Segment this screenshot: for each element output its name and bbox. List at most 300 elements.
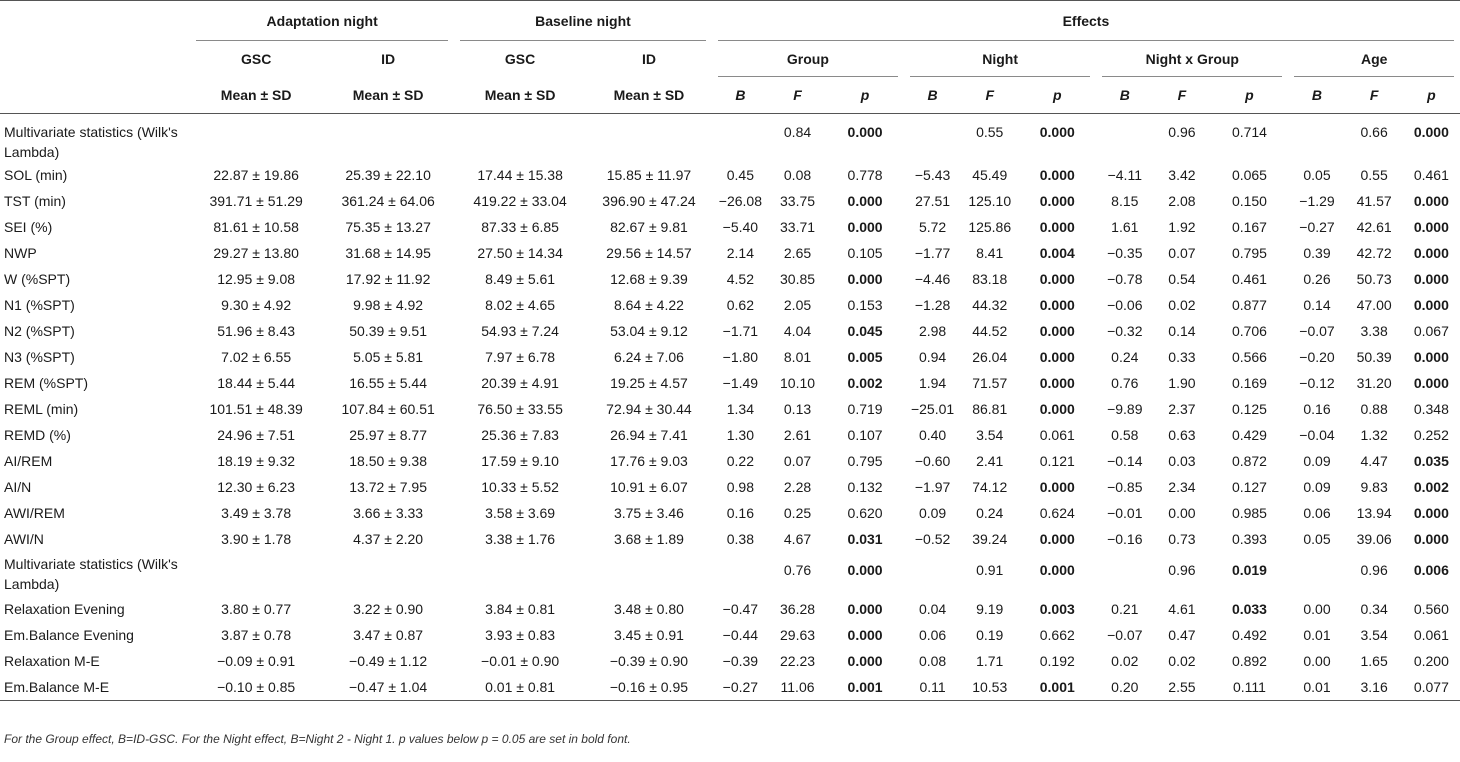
row-label: Multivariate statistics (Wilk's Lambda) [4,124,178,160]
table-cell: 0.06 [918,627,947,643]
table-cell: 0.111 [1232,678,1266,695]
table-cell: 0.000 [1039,562,1075,578]
table-cell: 8.41 [976,245,1004,261]
table-row [0,114,1460,163]
table-cell: 75.35 ± 13.27 [345,219,431,235]
table-row [0,622,1460,648]
table-cell: 0.778 [847,167,883,183]
table-cell: 0.067 [1413,323,1449,339]
table-cell: 0.192 [1039,653,1075,669]
mean-sd-header: Mean ± SD [352,87,424,103]
table-cell: 19.25 ± 4.57 [610,375,688,391]
table-cell: 0.348 [1413,401,1449,417]
table-cell [454,552,586,596]
table-cell: 1.61 [1111,219,1139,235]
table-cell: 125.10 [968,193,1012,209]
table-cell: 81.61 ± 10.58 [213,219,299,235]
table-cell: 18.19 ± 9.32 [217,453,296,469]
table-cell: 0.560 [1413,601,1449,617]
table-cell: 0.000 [1039,323,1075,339]
table-cell: 0.121 [1039,453,1075,469]
table-cell: 0.719 [847,401,883,417]
table-footnote: For the Group effect, B=ID-GSC. For the Night effect, B=Night 2 - Night 1. p values below p = 0.05 are set in bold font. [4,732,631,746]
table-cell: −0.39 ± 0.90 [609,653,689,669]
table-cell: 2.98 [918,323,947,339]
table-cell: 3.68 ± 1.89 [613,531,684,547]
row-label: Relaxation M-E [4,653,100,669]
table-cell: 0.58 [1111,427,1139,443]
table-cell: 0.000 [1039,401,1075,417]
table-cell: 29.27 ± 13.80 [213,245,299,261]
table-cell: 22.87 ± 19.86 [213,167,299,183]
table-cell: 0.01 ± 0.81 [485,678,556,695]
table-cell: 0.03 [1168,453,1196,469]
table-cell: −0.09 ± 0.91 [217,653,296,669]
table-cell: 45.49 [972,167,1008,183]
table-cell: 0.66 [1360,124,1388,140]
table-row [0,344,1460,370]
f-header: F [1177,87,1187,103]
table-cell: 18.50 ± 9.38 [349,453,427,469]
table-cell: 0.200 [1413,653,1449,669]
table-cell: 107.84 ± 60.51 [341,401,435,417]
table-cell: −4.46 [914,271,951,287]
b-header: B [1311,87,1323,103]
table-cell: 0.000 [847,601,883,617]
table-cell: 0.76 [1111,375,1139,391]
p-header: p [1427,87,1436,103]
table-cell: 24.96 ± 7.51 [217,427,296,443]
table-cell [586,552,712,596]
table-cell: 4.52 [726,271,754,287]
table-cell: 2.61 [783,427,812,443]
table-cell: 125.86 [968,219,1012,235]
table-cell [1096,114,1153,163]
table-cell: 0.461 [1231,271,1267,287]
table-cell: 50.39 ± 9.51 [349,323,427,339]
table-cell: 0.001 [1039,678,1075,695]
table-cell: 0.000 [847,124,883,140]
table-cell: 20.39 ± 4.91 [481,375,559,391]
p-header: p [860,87,870,103]
table-cell: −0.14 [1107,453,1143,469]
table-cell: 0.05 [1303,531,1331,547]
table-cell: 41.57 [1356,193,1392,209]
table-row [0,370,1460,396]
table-cell: 0.127 [1231,479,1267,495]
table-cell: 0.01 [1303,627,1331,643]
table-cell: 0.150 [1231,193,1267,209]
table-cell: 396.90 ± 47.24 [602,193,696,209]
table-cell: 8.15 [1111,193,1139,209]
table-cell: 0.985 [1231,505,1267,521]
table-cell: 0.00 [1168,505,1196,521]
table-cell [904,114,961,163]
table-row [0,318,1460,344]
table-cell: 0.002 [1413,479,1449,495]
table-row [0,674,1460,700]
table-cell: 0.000 [1413,349,1449,365]
row-label: REMD (%) [4,427,71,443]
adaptation-night-header: Adaptation night [190,1,454,42]
table-row [0,188,1460,214]
table-cell: 0.000 [1413,375,1449,391]
table-cell: 0.14 [1168,323,1196,339]
table-cell: 0.000 [1413,219,1449,235]
table-cell: −0.35 [1107,245,1143,261]
table-cell: −1.97 [914,479,951,495]
row-label: REML (min) [4,401,79,417]
b-header: B [735,87,746,103]
b-header: B [927,87,938,103]
table-cell: −1.49 [722,375,759,391]
table-cell: 3.66 ± 3.33 [353,505,424,521]
table-cell: 2.34 [1168,479,1196,495]
table-cell: −0.06 [1107,297,1143,313]
table-cell: 0.02 [1111,653,1139,669]
baseline-night-header: Baseline night [454,1,712,42]
table-cell [1288,114,1345,163]
table-cell: −0.27 [1299,219,1335,235]
baseline-gsc-header: GSC [504,51,536,67]
table-cell: 0.001 [847,678,883,695]
table-cell: 10.53 [972,678,1008,695]
table-cell [190,114,322,163]
table-cell: 0.000 [847,653,883,669]
table-row [0,448,1460,474]
table-cell: 9.19 [976,601,1004,617]
table-cell: 12.95 ± 9.08 [217,271,296,287]
table-cell: 3.48 ± 0.80 [613,601,684,617]
table-cell: 2.28 [783,479,812,495]
night-x-group-effect-header: Night x Group [1096,41,1288,77]
table-cell: 0.252 [1413,427,1449,443]
row-label: AI/N [4,479,32,495]
table-cell: 0.035 [1413,453,1449,469]
table-cell: 5.05 ± 5.81 [353,349,424,365]
table-cell: 42.72 [1356,245,1392,261]
table-cell: 0.13 [783,401,812,417]
table-row [0,214,1460,240]
table-cell: 33.71 [780,219,816,235]
table-cell: 25.36 ± 7.83 [481,427,559,443]
table-cell: 0.07 [1168,245,1196,261]
table-cell: 391.71 ± 51.29 [209,193,303,209]
table-cell: 0.000 [1039,375,1075,391]
table-cell: 0.38 [726,531,754,547]
table-cell: 0.25 [783,505,812,521]
table-cell: 0.55 [1360,167,1388,183]
table-cell: 0.40 [918,427,947,443]
table-cell: 27.50 ± 14.34 [477,245,563,261]
table-cell: 3.42 [1168,167,1196,183]
header-row-1 [0,1,1460,42]
table-cell: 29.56 ± 14.57 [606,245,692,261]
f-header: F [793,87,802,103]
table-cell: −0.49 ± 1.12 [349,653,428,669]
table-cell: 3.90 ± 1.78 [221,531,292,547]
row-label: N2 (%SPT) [4,323,75,339]
table-cell: −1.28 [914,297,951,313]
table-cell: 0.14 [1303,297,1331,313]
table-cell: 0.714 [1231,124,1267,140]
table-cell: 3.45 ± 0.91 [613,627,684,643]
table-cell: 71.57 [972,375,1008,391]
table-cell: 1.30 [726,427,754,443]
table-row [0,474,1460,500]
table-cell: 83.18 [972,271,1008,287]
table-cell: 51.96 ± 8.43 [217,323,296,339]
table-cell: 11.06 [780,678,815,695]
table-cell: 25.39 ± 22.10 [345,167,431,183]
table-cell: 2.08 [1168,193,1196,209]
table-cell: 0.061 [1413,627,1449,643]
table-cell: 12.30 ± 6.23 [217,479,296,495]
table-cell: −0.01 [1107,505,1143,521]
table-cell: −0.01 ± 0.90 [481,653,560,669]
table-cell: −1.77 [914,245,951,261]
table-cell: 0.167 [1231,219,1267,235]
table-cell: 3.58 ± 3.69 [485,505,556,521]
table-cell: 0.031 [847,531,883,547]
table-cell: 0.20 [1111,678,1139,695]
table-cell [586,114,712,163]
table-cell: 0.000 [1413,505,1449,521]
table-cell: 0.000 [1413,297,1449,313]
adaptation-gsc-header: GSC [240,51,272,67]
mean-sd-header: Mean ± SD [613,87,685,103]
table-cell: −0.10 ± 0.85 [217,678,296,695]
table-cell: 9.98 ± 4.92 [353,297,424,313]
table-cell: 361.24 ± 64.06 [341,193,435,209]
night-effect-header: Night [904,41,1096,77]
mean-sd-header: Mean ± SD [484,87,556,103]
table-cell: 0.09 [1303,479,1331,495]
table-cell: 0.033 [1231,601,1267,617]
table-cell: −0.44 [722,627,759,643]
table-cell: 0.000 [1039,271,1075,287]
table-cell: 0.005 [847,349,883,365]
table-cell: 0.76 [783,562,812,578]
table-cell: 0.05 [1303,167,1331,183]
table-cell: 74.12 [972,479,1008,495]
table-cell: 0.45 [726,167,754,183]
table-cell: 53.04 ± 9.12 [610,323,688,339]
table-cell: 0.000 [1039,193,1075,209]
table-cell: 0.55 [976,124,1004,140]
table-cell: 27.51 [915,193,951,209]
table-cell: 1.65 [1360,653,1388,669]
table-cell: 50.73 [1356,271,1392,287]
table-cell: 0.000 [847,193,883,209]
row-label: Relaxation Evening [4,601,125,617]
table-cell: 2.41 [976,453,1004,469]
table-cell: 0.019 [1231,562,1267,578]
table-cell: 0.795 [847,453,883,469]
table-cell: 0.045 [847,323,883,339]
table-cell: 10.10 [780,375,816,391]
table-cell: −0.39 [722,653,759,669]
table-cell [322,114,454,163]
table-cell [1288,552,1345,596]
table-cell: 0.06 [1303,505,1331,521]
row-label: AI/REM [4,453,53,469]
p-header: p [1245,87,1254,103]
table-cell: 0.00 [1303,653,1331,669]
table-row [0,292,1460,318]
table-cell: −0.52 [914,531,951,547]
table-cell: 44.32 [972,297,1008,313]
table-cell: 0.877 [1231,297,1267,313]
table-cell: 4.61 [1168,601,1196,617]
table-cell: 1.90 [1168,375,1196,391]
table-cell: 2.14 [726,245,754,261]
table-cell: 4.04 [783,323,812,339]
table-cell: 0.62 [726,297,754,313]
table-cell: −5.43 [914,167,951,183]
table-cell: 7.97 ± 6.78 [485,349,556,365]
table-cell: 2.55 [1168,678,1196,695]
table-cell: 0.892 [1231,653,1267,669]
table-cell: 0.08 [918,653,947,669]
table-cell: 0.000 [1039,531,1075,547]
table-cell: 0.39 [1303,245,1331,261]
table-cell: −26.08 [718,193,762,209]
table-cell: 3.87 ± 0.78 [221,627,292,643]
table-cell: 30.85 [780,271,816,287]
table-cell: −4.11 [1107,167,1142,183]
table-cell: 0.01 [1303,678,1331,695]
table-row [0,266,1460,292]
table-cell: 0.492 [1231,627,1267,643]
adaptation-id-header: ID [381,51,396,67]
table-cell: 3.49 ± 3.78 [221,505,292,521]
group-effect-header: Group [712,41,904,77]
table-cell: 3.38 [1360,323,1388,339]
table-cell: 0.169 [1231,375,1267,391]
table-cell: −1.80 [722,349,759,365]
row-label: N1 (%SPT) [4,297,75,313]
table-cell [190,552,322,596]
header-row-2 [0,41,1460,77]
row-label: SEI (%) [4,219,53,235]
table-cell: 0.000 [847,562,883,578]
table-cell: 0.07 [783,453,812,469]
table-cell: 1.34 [726,401,754,417]
table-cell: 0.16 [1303,401,1331,417]
table-cell: 16.55 ± 5.44 [349,375,427,391]
table-cell: 3.47 ± 0.87 [353,627,424,643]
table-cell: 0.000 [1039,479,1075,495]
table-cell: −0.85 [1107,479,1143,495]
table-cell: 72.94 ± 30.44 [606,401,692,417]
table-cell: 0.00 [1303,601,1331,617]
table-cell: 0.393 [1231,531,1267,547]
table-cell: −0.27 [722,678,759,695]
table-cell: 0.24 [976,505,1004,521]
row-label: REM (%SPT) [4,375,88,391]
table-cell: −0.04 [1299,427,1335,443]
table-cell: 2.05 [783,297,812,313]
table-cell: 29.63 [780,627,816,643]
table-cell: 0.02 [1168,653,1196,669]
table-cell [712,114,769,163]
table-cell: −0.78 [1107,271,1143,287]
f-header: F [985,87,994,103]
table-cell: 36.28 [780,601,816,617]
table-cell: 1.94 [918,375,947,391]
table-cell: 0.132 [847,479,883,495]
table-row [0,552,1460,596]
row-label: Em.Balance M-E [4,678,110,695]
row-label: TST (min) [4,193,66,209]
table-cell: 0.02 [1168,297,1196,313]
table-cell: 0.872 [1231,453,1267,469]
table-cell: 0.24 [1111,349,1139,365]
table-cell: −0.12 [1299,375,1335,391]
row-label: AWI/N [4,531,44,547]
table-cell: 17.44 ± 15.38 [477,167,563,183]
table-cell [904,552,961,596]
table-cell: 0.96 [1168,562,1196,578]
table-cell: 22.23 [780,653,816,669]
table-cell: 0.63 [1168,427,1196,443]
table-cell: 0.429 [1231,427,1267,443]
table-row [0,500,1460,526]
table-cell: 101.51 ± 48.39 [209,401,303,417]
table-cell: 0.000 [1039,349,1075,365]
table-cell: −0.60 [914,453,951,469]
table-cell: 1.32 [1360,427,1388,443]
table-cell: 0.061 [1039,427,1075,443]
table-cell: 0.662 [1039,627,1075,643]
table-cell: 0.795 [1231,245,1267,261]
table-cell: −0.47 ± 1.04 [349,678,428,695]
table-cell: 0.706 [1231,323,1267,339]
table-cell [454,114,586,163]
table-cell: 31.68 ± 14.95 [345,245,431,261]
table-cell: 0.000 [1413,531,1449,547]
table-cell: 0.94 [918,349,947,365]
table-cell: 0.11 [919,678,946,695]
table-cell: −0.16 [1107,531,1143,547]
table-cell: 0.000 [1039,297,1075,313]
table-cell: 86.81 [972,401,1008,417]
table-cell: 0.000 [1039,219,1075,235]
table-row [0,648,1460,674]
table-cell: 0.04 [918,601,947,617]
table-cell: 8.02 ± 4.65 [485,297,556,313]
table-cell: 0.33 [1168,349,1196,365]
table-cell: 0.000 [1413,271,1449,287]
table-cell: 0.620 [847,505,883,521]
table-cell: 0.96 [1168,124,1196,140]
age-effect-header: Age [1288,41,1460,77]
table-cell: 0.153 [847,297,883,313]
mean-sd-header: Mean ± SD [220,87,292,103]
table-cell: 9.30 ± 4.92 [221,297,292,313]
table-body [0,114,1460,701]
baseline-id-header: ID [641,51,656,67]
table-cell: 0.107 [847,427,883,443]
table-cell: 82.67 ± 9.81 [610,219,688,235]
table-cell: 0.73 [1168,531,1196,547]
table-cell: 0.26 [1303,271,1331,287]
table-cell: 31.20 [1356,375,1392,391]
table-cell: −1.71 [722,323,759,339]
table-cell: 5.72 [918,219,947,235]
table-cell: 0.624 [1039,505,1075,521]
